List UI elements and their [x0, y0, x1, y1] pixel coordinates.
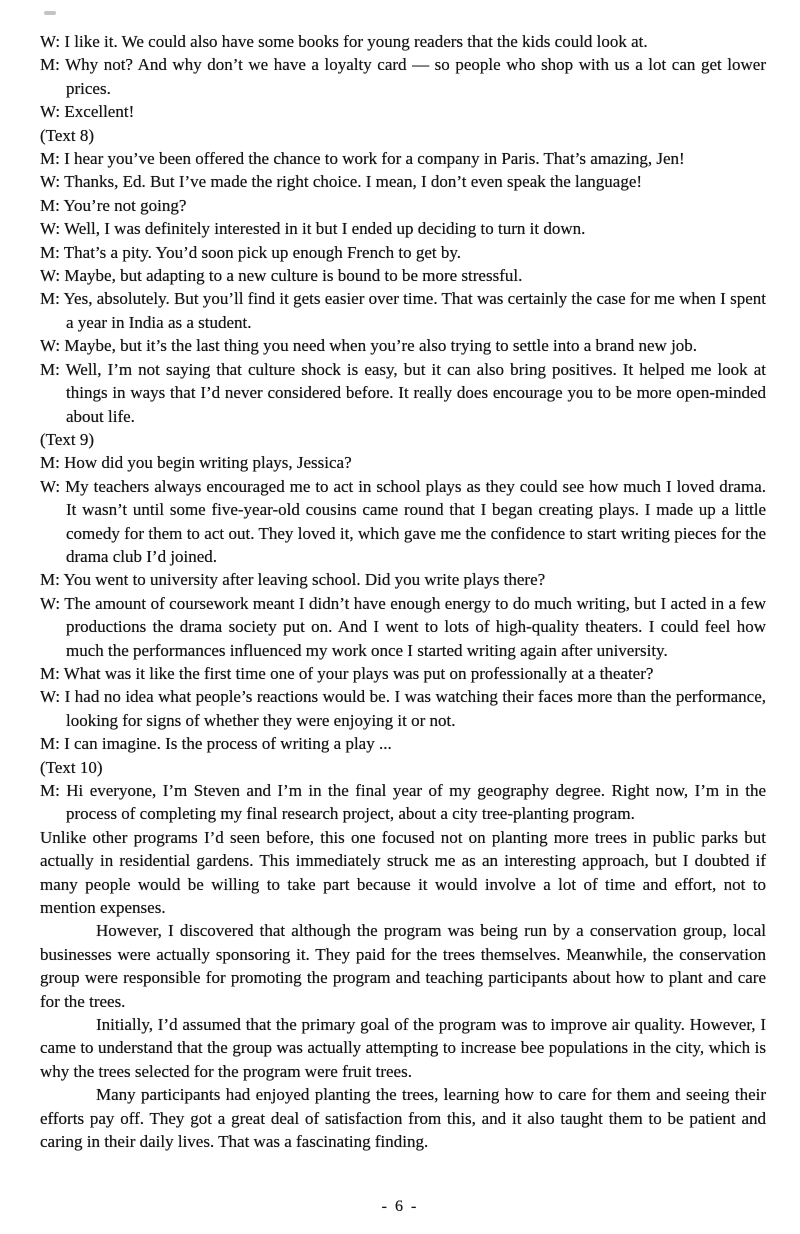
transcript-paragraph: M: Why not? And why don’t we have a loyalty card — so people who shop with us a lot can get lower prices. — [40, 55, 766, 98]
transcript-paragraph: W: I had no idea what people’s reactions would be. I was watching their faces more than the performance, looking for signs of whether they were enjoying it or not. — [40, 687, 766, 730]
transcript-paragraph: M: What was it like the first time one of your plays was put on professionally at a theater? — [40, 663, 654, 683]
transcript-paragraph: M: You’re not going? — [40, 195, 187, 215]
transcript-paragraph: W: Maybe, but it’s the last thing you need when you’re also trying to settle into a brand new job. — [40, 336, 698, 356]
transcript-paragraph: W: I like it. We could also have some books for young readers that the kids could look at. — [40, 32, 648, 51]
transcript-paragraph: M: Hi everyone, I’m Steven and I’m in the final year of my geography degree. Right now, I’m in the process of completing my final research project, about a city tree-planting program. — [40, 781, 766, 824]
transcript-paragraph: M: I hear you’ve been offered the chance to work for a company in Paris. That’s amazing, Jen! — [40, 149, 685, 169]
transcript-paragraph: W: Thanks, Ed. But I’ve made the right choice. I mean, I don’t even speak the language! — [40, 172, 643, 192]
transcript-paragraph: Initially, I’d assumed that the primary goal of the program was to improve air quality. However, I came to understand that the group was actually attempting to increase bee populations in the city, which is why the trees selected for the program were fruit trees. — [40, 1015, 766, 1081]
transcript-paragraph: M: How did you begin writing plays, Jessica? — [40, 453, 352, 473]
page-number: - 6 - — [381, 1197, 419, 1215]
transcript-paragraph: However, I discovered that although the program was being run by a conservation group, local businesses were actually sponsoring it. They paid for the trees themselves. Meanwhile, the conservation group were responsible for promoting the program and teaching participants about how to plant and care for the trees. — [40, 921, 766, 1011]
scan-artifact-mark — [44, 11, 56, 15]
transcript-paragraph: M: Yes, absolutely. But you’ll find it gets easier over time. That was certainly the case for me when I spent a year in India as a student. — [40, 289, 766, 332]
text-section-label: (Text 10) — [40, 757, 103, 777]
transcript-paragraph: W: Well, I was definitely interested in it but I ended up deciding to turn it down. — [40, 219, 586, 239]
transcript-text-block — [40, 30, 766, 1154]
transcript-paragraph: W: Maybe, but adapting to a new culture is bound to be more stressful. — [40, 266, 523, 286]
transcript-paragraph: M: Well, I’m not saying that culture shock is easy, but it can also bring positives. It helped me look at things in ways that I’d never considered before. It really does encourage you to be more open-minded about life. — [40, 359, 766, 426]
transcript-paragraph: W: My teachers always encouraged me to act in school plays as they could see how much I loved drama. It wasn’t until some five-year-old cousins came round that I began creating plays. I made up a little comedy for them to act out. They loved it, which gave me the confidence to start writing pieces for the drama club I’d joined. — [40, 476, 766, 566]
transcript-paragraph: M: I can imagine. Is the process of writing a play ... — [40, 734, 392, 754]
transcript-paragraph: Many participants had enjoyed planting the trees, learning how to care for them and seeing their efforts pay off. They got a great deal of satisfaction from this, and it also taught them to be patient and caring in their daily lives. That was a fascinating finding. — [40, 1085, 766, 1152]
transcript-paragraph: M: You went to university after leaving school. Did you write plays there? — [40, 570, 546, 590]
text-section-label: (Text 8) — [40, 125, 95, 145]
transcript-paragraph: M: That’s a pity. You’d soon pick up enough French to get by. — [40, 242, 462, 262]
text-section-label: (Text 9) — [40, 429, 95, 449]
transcript-paragraph: Unlike other programs I’d seen before, this one focused not on planting more trees in public parks but actually in residential gardens. This immediately struck me as an interesting approach, but I doubted if many people would be willing to take part because it would involve a lot of time and effort, not to mention expenses. — [40, 827, 766, 918]
transcript-paragraph: W: Excellent! — [40, 102, 135, 122]
transcript-paragraph: W: The amount of coursework meant I didn’t have enough energy to do much writing, but I acted in a few productions the drama society put on. And I went to lots of high-quality theaters. I could feel how much the performances influenced my work once I started writing again after university. — [40, 593, 766, 660]
